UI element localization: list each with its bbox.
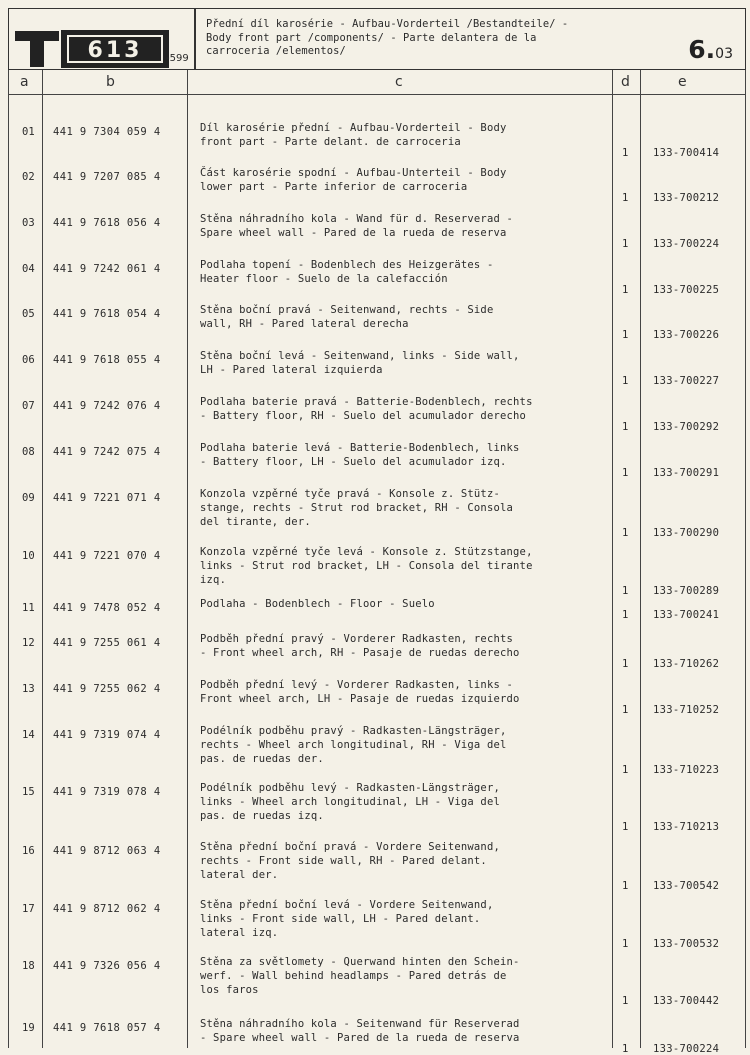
row-reference: 133-700290 <box>653 527 720 539</box>
row-quantity: 1 <box>622 764 629 776</box>
logo-suffix: -599 <box>166 53 189 64</box>
row-description: Stěna náhradního kola - Wand für d. Reserverad - Spare wheel wall - Pared de la rueda de reserva <box>200 213 514 239</box>
row-quantity: 1 <box>622 467 629 479</box>
row-part-number: 441 9 7221 070 4 <box>53 550 161 562</box>
page-header <box>8 8 746 70</box>
row-description: Podlaha baterie pravá - Batterie-Bodenblech, rechts - Battery floor, RH - Suelo del acumulador derecho <box>200 396 533 422</box>
row-position: 08 <box>22 446 35 458</box>
row-reference: 133-700291 <box>653 467 720 479</box>
row-description: Podlaha - Bodenblech - Floor - Suelo <box>200 598 435 610</box>
row-description: Díl karosérie přední - Aufbau-Vorderteil - Body front part - Parte delant. de carroceria <box>200 122 507 148</box>
row-position: 18 <box>22 960 35 972</box>
row-part-number: 441 9 7478 052 4 <box>53 602 161 614</box>
row-reference: 133-700532 <box>653 938 720 950</box>
row-part-number: 441 9 7618 057 4 <box>53 1022 161 1034</box>
row-part-number: 441 9 7221 071 4 <box>53 492 161 504</box>
t613-logo <box>15 29 173 69</box>
row-position: 01 <box>22 126 35 138</box>
page-title: Přední díl karosérie - Aufbau-Vorderteil /Bestandteile/ - Body front part /components/ - Parte delantera de la carroceria /elementos/ <box>206 18 569 57</box>
row-part-number: 441 9 7207 085 4 <box>53 171 161 183</box>
row-description: Stěna za světlomety - Querwand hinten den Schein- werf. - Wall behind headlamps - Pared detrás de los faros <box>200 956 520 996</box>
row-description: Stěna boční levá - Seitenwand, links - Side wall, LH - Pared lateral izquierda <box>200 350 520 376</box>
row-quantity: 1 <box>622 995 629 1007</box>
row-description: Podlaha topení - Bodenblech des Heizgerätes - Heater floor - Suelo de la calefacción <box>200 259 494 285</box>
row-part-number: 441 9 7242 061 4 <box>53 263 161 275</box>
row-reference: 133-700212 <box>653 192 720 204</box>
row-position: 16 <box>22 845 35 857</box>
row-position: 14 <box>22 729 35 741</box>
row-quantity: 1 <box>622 880 629 892</box>
row-part-number: 441 9 7319 078 4 <box>53 786 161 798</box>
row-quantity: 1 <box>622 375 629 387</box>
row-reference: 133-700227 <box>653 375 720 387</box>
row-description: Stěna boční pravá - Seitenwand, rechts - Side wall, RH - Pared lateral derecha <box>200 304 494 330</box>
row-reference: 133-700292 <box>653 421 720 433</box>
row-position: 17 <box>22 903 35 915</box>
row-reference: 133-700289 <box>653 585 720 597</box>
column-header-row <box>8 70 746 95</box>
svg-text:613: 613 <box>87 38 143 63</box>
row-position: 13 <box>22 683 35 695</box>
column-d-header: d <box>621 74 630 90</box>
row-reference: 133-710223 <box>653 764 720 776</box>
column-e-header: e <box>678 74 687 90</box>
row-quantity: 1 <box>622 284 629 296</box>
row-description: Podběh přední levý - Vorderer Radkasten, links - Front wheel arch, LH - Pasaje de ruedas izquierdo <box>200 679 520 705</box>
row-description: Podlaha baterie levá - Batterie-Bodenblech, links - Battery floor, LH - Suelo del acumulador izq. <box>200 442 520 468</box>
row-reference: 133-700414 <box>653 147 720 159</box>
row-quantity: 1 <box>622 238 629 250</box>
row-position: 19 <box>22 1022 35 1034</box>
row-quantity: 1 <box>622 609 629 621</box>
row-quantity: 1 <box>622 527 629 539</box>
row-part-number: 441 9 7618 056 4 <box>53 217 161 229</box>
row-quantity: 1 <box>622 821 629 833</box>
row-reference: 133-700442 <box>653 995 720 1007</box>
row-description: Část karosérie spodní - Aufbau-Unterteil - Body lower part - Parte inferior de carroceria <box>200 167 507 193</box>
row-quantity: 1 <box>622 938 629 950</box>
row-reference: 133-700224 <box>653 238 720 250</box>
row-quantity: 1 <box>622 421 629 433</box>
row-position: 07 <box>22 400 35 412</box>
column-a-header: a <box>20 74 29 90</box>
row-quantity: 1 <box>622 585 629 597</box>
row-part-number: 441 9 7618 055 4 <box>53 354 161 366</box>
row-position: 12 <box>22 637 35 649</box>
row-reference: 133-710213 <box>653 821 720 833</box>
column-b-header: b <box>106 74 115 90</box>
row-position: 04 <box>22 263 35 275</box>
row-part-number: 441 9 7242 075 4 <box>53 446 161 458</box>
row-position: 05 <box>22 308 35 320</box>
row-reference: 133-700241 <box>653 609 720 621</box>
rule-c-d <box>612 70 613 1048</box>
row-description: Podélník podběhu pravý - Radkasten-Längsträger, rechts - Wheel arch longitudinal, RH - Viga del pas. de ruedas der. <box>200 725 507 765</box>
row-part-number: 441 9 8712 062 4 <box>53 903 161 915</box>
row-part-number: 441 9 7255 062 4 <box>53 683 161 695</box>
row-reference: 133-710252 <box>653 704 720 716</box>
row-position: 02 <box>22 171 35 183</box>
row-quantity: 1 <box>622 1043 629 1055</box>
page-number-main: 6. <box>688 35 716 64</box>
row-part-number: 441 9 7319 074 4 <box>53 729 161 741</box>
row-description: Stěna přední boční pravá - Vordere Seitenwand, rechts - Front side wall, RH - Pared delant. lateral der. <box>200 841 500 881</box>
row-description: Podélník podběhu levý - Radkasten-Längsträger, links - Wheel arch longitudinal, LH - Viga del pas. de ruedas izq. <box>200 782 500 822</box>
rule-a-b <box>42 70 43 1048</box>
row-description: Stěna přední boční levá - Vordere Seitenwand, links - Front side wall, LH - Pared delant. lateral izq. <box>200 899 494 939</box>
row-position: 11 <box>22 602 35 614</box>
row-part-number: 441 9 7242 076 4 <box>53 400 161 412</box>
row-quantity: 1 <box>622 192 629 204</box>
row-quantity: 1 <box>622 329 629 341</box>
row-part-number: 441 9 7304 059 4 <box>53 126 161 138</box>
row-description: Konzola vzpěrné tyče pravá - Konsole z. Stütz- stange, rechts - Strut rod bracket, RH - Consola del tirante, der. <box>200 488 514 528</box>
page-number <box>688 35 733 64</box>
row-description: Stěna náhradního kola - Seitenwand für Reserverad - Spare wheel wall - Pared de la rueda de reserva <box>200 1018 520 1044</box>
page-number-sub: 03 <box>715 46 733 62</box>
row-part-number: 441 9 7618 054 4 <box>53 308 161 320</box>
row-reference: 133-700224 <box>653 1043 720 1055</box>
row-reference: 133-700542 <box>653 880 720 892</box>
row-description: Podběh přední pravý - Vorderer Radkasten, rechts - Front wheel arch, RH - Pasaje de ruedas derecho <box>200 633 520 659</box>
row-position: 03 <box>22 217 35 229</box>
row-position: 15 <box>22 786 35 798</box>
rule-right <box>745 70 746 1048</box>
row-quantity: 1 <box>622 147 629 159</box>
row-reference: 133-700225 <box>653 284 720 296</box>
row-reference: 133-710262 <box>653 658 720 670</box>
row-position: 06 <box>22 354 35 366</box>
header-divider <box>194 9 196 69</box>
row-quantity: 1 <box>622 658 629 670</box>
column-c-header: c <box>395 74 403 90</box>
row-position: 10 <box>22 550 35 562</box>
row-position: 09 <box>22 492 35 504</box>
row-description: Konzola vzpěrné tyče levá - Konsole z. Stützstange, links - Strut rod bracket, LH - Consola del tirante izq. <box>200 546 533 586</box>
rule-d-e <box>640 70 641 1048</box>
rule-left <box>8 70 9 1048</box>
row-reference: 133-700226 <box>653 329 720 341</box>
rule-b-c <box>187 70 188 1048</box>
row-part-number: 441 9 7255 061 4 <box>53 637 161 649</box>
row-part-number: 441 9 7326 056 4 <box>53 960 161 972</box>
row-quantity: 1 <box>622 704 629 716</box>
row-part-number: 441 9 8712 063 4 <box>53 845 161 857</box>
